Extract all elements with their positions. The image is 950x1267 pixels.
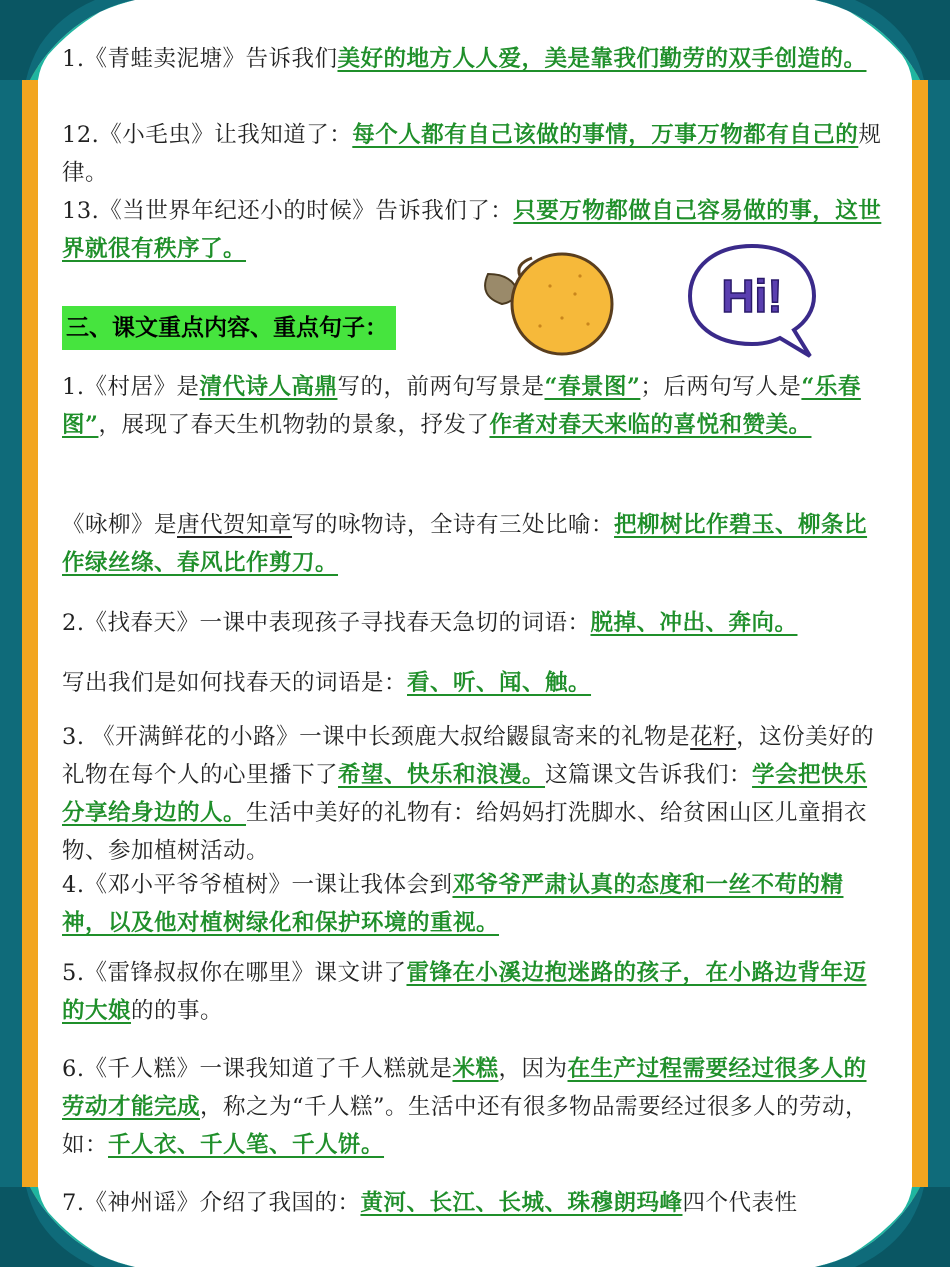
- p4-a: 4.《邓小平爷爷植树》一课让我体会到: [62, 872, 453, 898]
- p1-b: 清代诗人高鼎: [199, 374, 338, 400]
- point-7-shenzhouyao: [62, 1184, 882, 1222]
- point-1-yongliu: [62, 506, 882, 582]
- item-13-answer: 只要万物都做自己容易做的事，这世界就很有秩序了。: [62, 198, 882, 262]
- p6-a: 6.《千人糕》一课我知道了千人糕就是: [62, 1056, 453, 1082]
- frame-left-gold-border: [22, 0, 38, 1267]
- item-11: [62, 40, 882, 78]
- frame-right-gold-border: [912, 0, 928, 1267]
- p6-b: 米糕: [452, 1056, 499, 1082]
- p3-g: 生活中美好的礼物有：给妈妈打洗脚水、给贫困山区儿童捐衣物、参加植树活动。: [62, 800, 868, 864]
- item-11-text: 1.《青蛙卖泥塘》告诉我们: [62, 46, 338, 72]
- p6-d: 在生产过程需要经过很多人的劳动才能完成: [62, 1056, 867, 1120]
- p2b-b: 看、听、闻、触。: [407, 670, 592, 696]
- p3-e: 这篇课文告诉我们：: [545, 762, 753, 788]
- p1-e: ；后两句写人是: [640, 374, 802, 400]
- item-11-answer: 美好的地方人人爱，美是靠我们勤劳的双手创造的。: [337, 46, 867, 72]
- item-12: [62, 116, 882, 192]
- p7-a: 7.《神州谣》介绍了我国的：: [62, 1190, 361, 1216]
- p5-c: 的的事。: [131, 998, 224, 1024]
- point-3-huaxiao-lu: [62, 718, 882, 870]
- section-heading: 三、课文重点内容、重点句子：: [62, 306, 396, 350]
- point-2-zhaochuntian: [62, 604, 882, 642]
- p1b-c: 写的咏物诗，全诗有三处比喻：: [292, 512, 615, 538]
- p1-a: 1.《村居》是: [62, 374, 200, 400]
- point-6-qianrengao: [62, 1050, 882, 1164]
- p4-b: 邓爷爷严肃认真的态度和一丝不苟的精神，以及他对植树绿化和保护环境的重视。: [62, 872, 844, 936]
- point-4-zhishu: [62, 866, 882, 942]
- orange-fruit-illustration: [470, 246, 620, 362]
- point-5-leifeng: [62, 954, 882, 1030]
- p1b-d: 把柳树比作碧玉、柳条比作绿丝绦、春风比作剪刀。: [62, 512, 868, 576]
- p3-a: 3. 《开满鲜花的小路》一课中长颈鹿大叔给鼹鼠寄来的礼物是: [62, 724, 691, 750]
- p6-f: 千人衣、千人笔、千人饼。: [108, 1132, 385, 1158]
- p2-a: 2.《找春天》一课中表现孩子寻找春天急切的词语：: [62, 610, 591, 636]
- item-12-answer: 每个人都有自己该做的事情，万事万物都有自己的: [352, 122, 859, 148]
- p1b-b: 唐代贺知章: [177, 512, 293, 538]
- p3-d: 希望、快乐和浪漫。: [338, 762, 546, 788]
- p1b-a: 《咏柳》是: [62, 512, 178, 538]
- p3-c: ，这份美好的礼物在每个人的心里播下了: [62, 724, 875, 788]
- corner-decoration-top-right: [810, 0, 950, 80]
- p5-a: 5.《雷锋叔叔你在哪里》课文讲了: [62, 960, 407, 986]
- frame-left-teal-border: [0, 0, 22, 1267]
- item-12-suffix: 规律。: [62, 122, 882, 186]
- p1-d: “春景图”: [544, 374, 641, 400]
- corner-decoration-top-left: [0, 0, 140, 80]
- hi-text: Hi!: [721, 270, 783, 322]
- p2-b: 脱掉、冲出、奔向。: [590, 610, 798, 636]
- p5-b: 雷锋在小溪边抱迷路的孩子，在小路边背年迈的大娘: [62, 960, 867, 1024]
- point-2-words: [62, 664, 882, 702]
- p7-b: 黄河、长江、长城、珠穆朗玛峰: [360, 1190, 683, 1216]
- p2b-a: 写出我们是如何找春天的词语是：: [62, 670, 408, 696]
- p1-c: 写的，前两句写景是: [337, 374, 545, 400]
- p3-f: 学会把快乐分享给身边的人。: [62, 762, 868, 826]
- p6-c: ，因为: [498, 1056, 568, 1082]
- frame-right-teal-border: [928, 0, 950, 1267]
- corner-decoration-bottom-right: [810, 1187, 950, 1267]
- p7-c: 四个代表性: [682, 1190, 798, 1216]
- hi-speech-bubble: [686, 240, 818, 364]
- p1-h: 作者对春天来临的喜悦和赞美。: [489, 412, 812, 438]
- item-13-text: 13.《当世界年纪还小的时候》告诉我们了：: [62, 198, 514, 224]
- item-12-text: 12.《小毛虫》让我知道了：: [62, 122, 353, 148]
- p3-b: 花籽: [690, 724, 737, 750]
- p1-f: “乐春图”: [62, 374, 861, 438]
- p1-g: ，展现了春天生机物勃的景象，抒发了: [98, 412, 490, 438]
- point-1-cunju: [62, 368, 882, 444]
- corner-decoration-bottom-left: [0, 1187, 140, 1267]
- p6-e: ，称之为“千人糕”。生活中还有很多物品需要经过很多人的劳动，如：: [62, 1094, 869, 1158]
